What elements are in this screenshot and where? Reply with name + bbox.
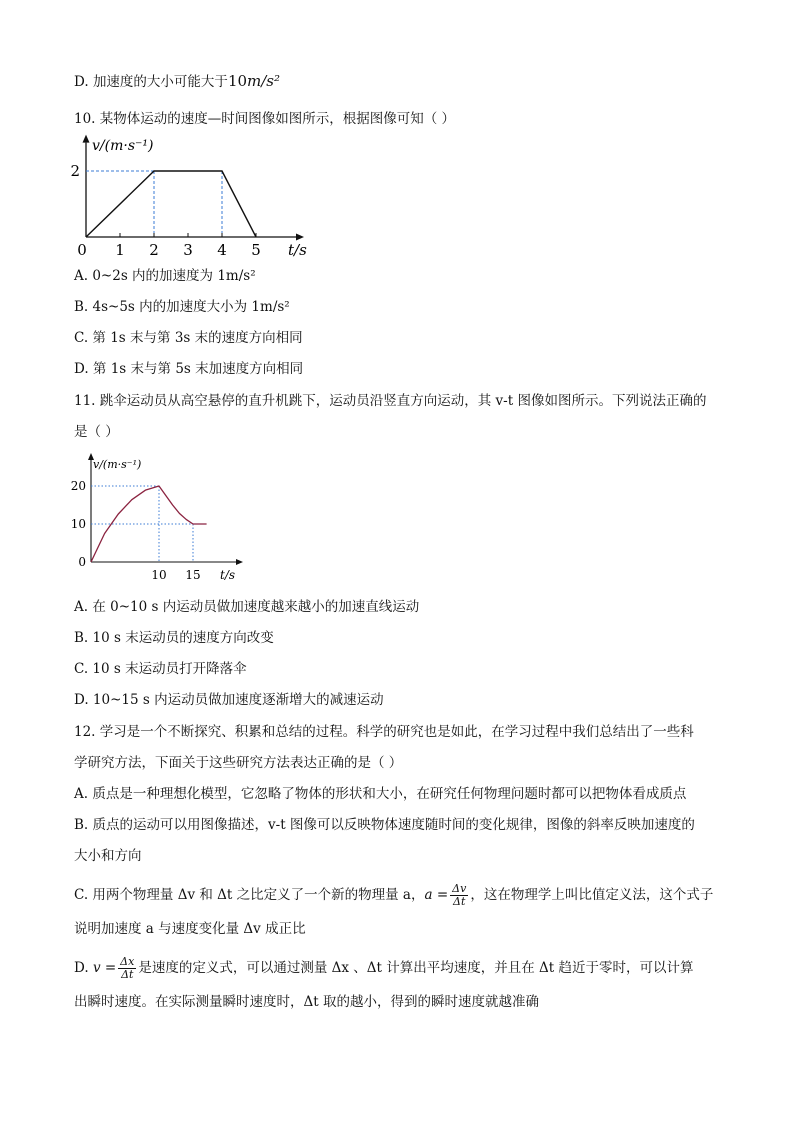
y-axis-label: v/(m·s⁻¹) — [93, 458, 142, 471]
x-tick-label: 0 — [77, 241, 87, 259]
x-axis-label: t/s — [288, 241, 307, 259]
q12-c-fraction: $\frac{\Delta v}{\Delta t}$ — [452, 882, 467, 908]
y-tick-label: 20 — [70, 479, 86, 493]
q10-option-d: D. 第 1s 末与第 5s 末加速度方向相同 — [74, 361, 304, 377]
q12-option-b-line2: 大小和方向 — [74, 848, 142, 864]
q12-option-c-line2: 说明加速度 a 与速度变化量 Δv 成正比 — [74, 921, 306, 937]
y-axis-label: v/(m·s⁻¹) — [92, 138, 154, 154]
q10-chart — [70, 132, 314, 264]
q10-option-a: A. 0~2s 内的加速度为 1m/s² — [74, 268, 256, 284]
q10-option-b: B. 4s~5s 内的加速度大小为 1m/s² — [74, 299, 290, 315]
q12-option-c-line1: C. 用两个物理量 Δv 和 Δt 之比定义了一个新的物理量 a，a = $\frac{\Delta v}{\Delta t}$ ，这在物理学上叫比值定义法，这个式子 — [74, 882, 714, 908]
q11-chart — [70, 452, 254, 582]
q11-option-d: D. 10~15 s 内运动员做加速度逐渐增大的减速运动 — [74, 692, 384, 708]
q12-d-fraction: $\frac{\Delta x}{\Delta t}$ — [120, 955, 135, 981]
q11-stem-line2: 是（ ） — [74, 424, 119, 440]
q10-option-c: C. 第 1s 末与第 3s 末的速度方向相同 — [74, 330, 303, 346]
q12-option-a: A. 质点是一种理想化模型，它忽略了物体的形状和大小，在研究任何物理问题时都可以把物体看成质点 — [74, 786, 687, 802]
y-tick-label: 2 — [70, 162, 80, 180]
x-tick-label: 10 — [151, 568, 167, 582]
q10-stem: 10. 某物体运动的速度—时间图像如图所示，根据图像可知（ ） — [74, 111, 456, 127]
y-tick-label: 10 — [70, 517, 86, 531]
series-line-velocity — [86, 171, 256, 237]
y-tick-label: 0 — [78, 555, 86, 569]
x-tick-label: 15 — [185, 568, 201, 582]
x-tick-label: 4 — [217, 241, 227, 259]
q9-option-d: D. 加速度的大小可能大于10m/s² — [74, 72, 281, 90]
q11-stem-line1: 11. 跳伞运动员从高空悬停的直升机跳下，运动员沿竖直方向运动，其 v-t 图像如图所示。下列说法正确的 — [74, 393, 707, 409]
q12-option-b-line1: B. 质点的运动可以用图像描述，v-t 图像可以反映物体速度随时间的变化规律，图像的斜率反映加速度的 — [74, 817, 695, 833]
q11-option-b: B. 10 s 末运动员的速度方向改变 — [74, 630, 274, 646]
q12-option-d-line1: D. v = $\frac{\Delta x}{\Delta t}$ 是速度的定义式，可以通过测量 Δx 、Δt 计算出平均速度，并且在 Δt 趋近于零时，可以计算 — [74, 955, 694, 981]
x-tick-label: 1 — [115, 241, 125, 259]
x-axis-arrow — [236, 559, 243, 565]
x-axis-label: t/s — [220, 568, 236, 582]
x-tick-label: 3 — [183, 241, 193, 259]
y-axis-arrow — [83, 135, 90, 143]
q12-stem-line2: 学研究方法，下面关于这些研究方法表达正确的是（ ） — [74, 755, 403, 771]
x-tick-label: 5 — [251, 241, 261, 259]
q11-option-c: C. 10 s 末运动员打开降落伞 — [74, 661, 247, 677]
q12-option-d-line2: 出瞬时速度。在实际测量瞬时速度时，Δt 取的越小，得到的瞬时速度就越准确 — [74, 994, 539, 1010]
x-axis-arrow — [296, 234, 304, 241]
q11-option-a: A. 在 0~10 s 内运动员做加速度越来越小的加速直线运动 — [74, 599, 420, 615]
q12-stem-line1: 12. 学习是一个不断探究、积累和总结的过程。科学的研究也是如此，在学习过程中我们总结出了一些科 — [74, 724, 694, 740]
x-tick-label: 2 — [149, 241, 159, 259]
